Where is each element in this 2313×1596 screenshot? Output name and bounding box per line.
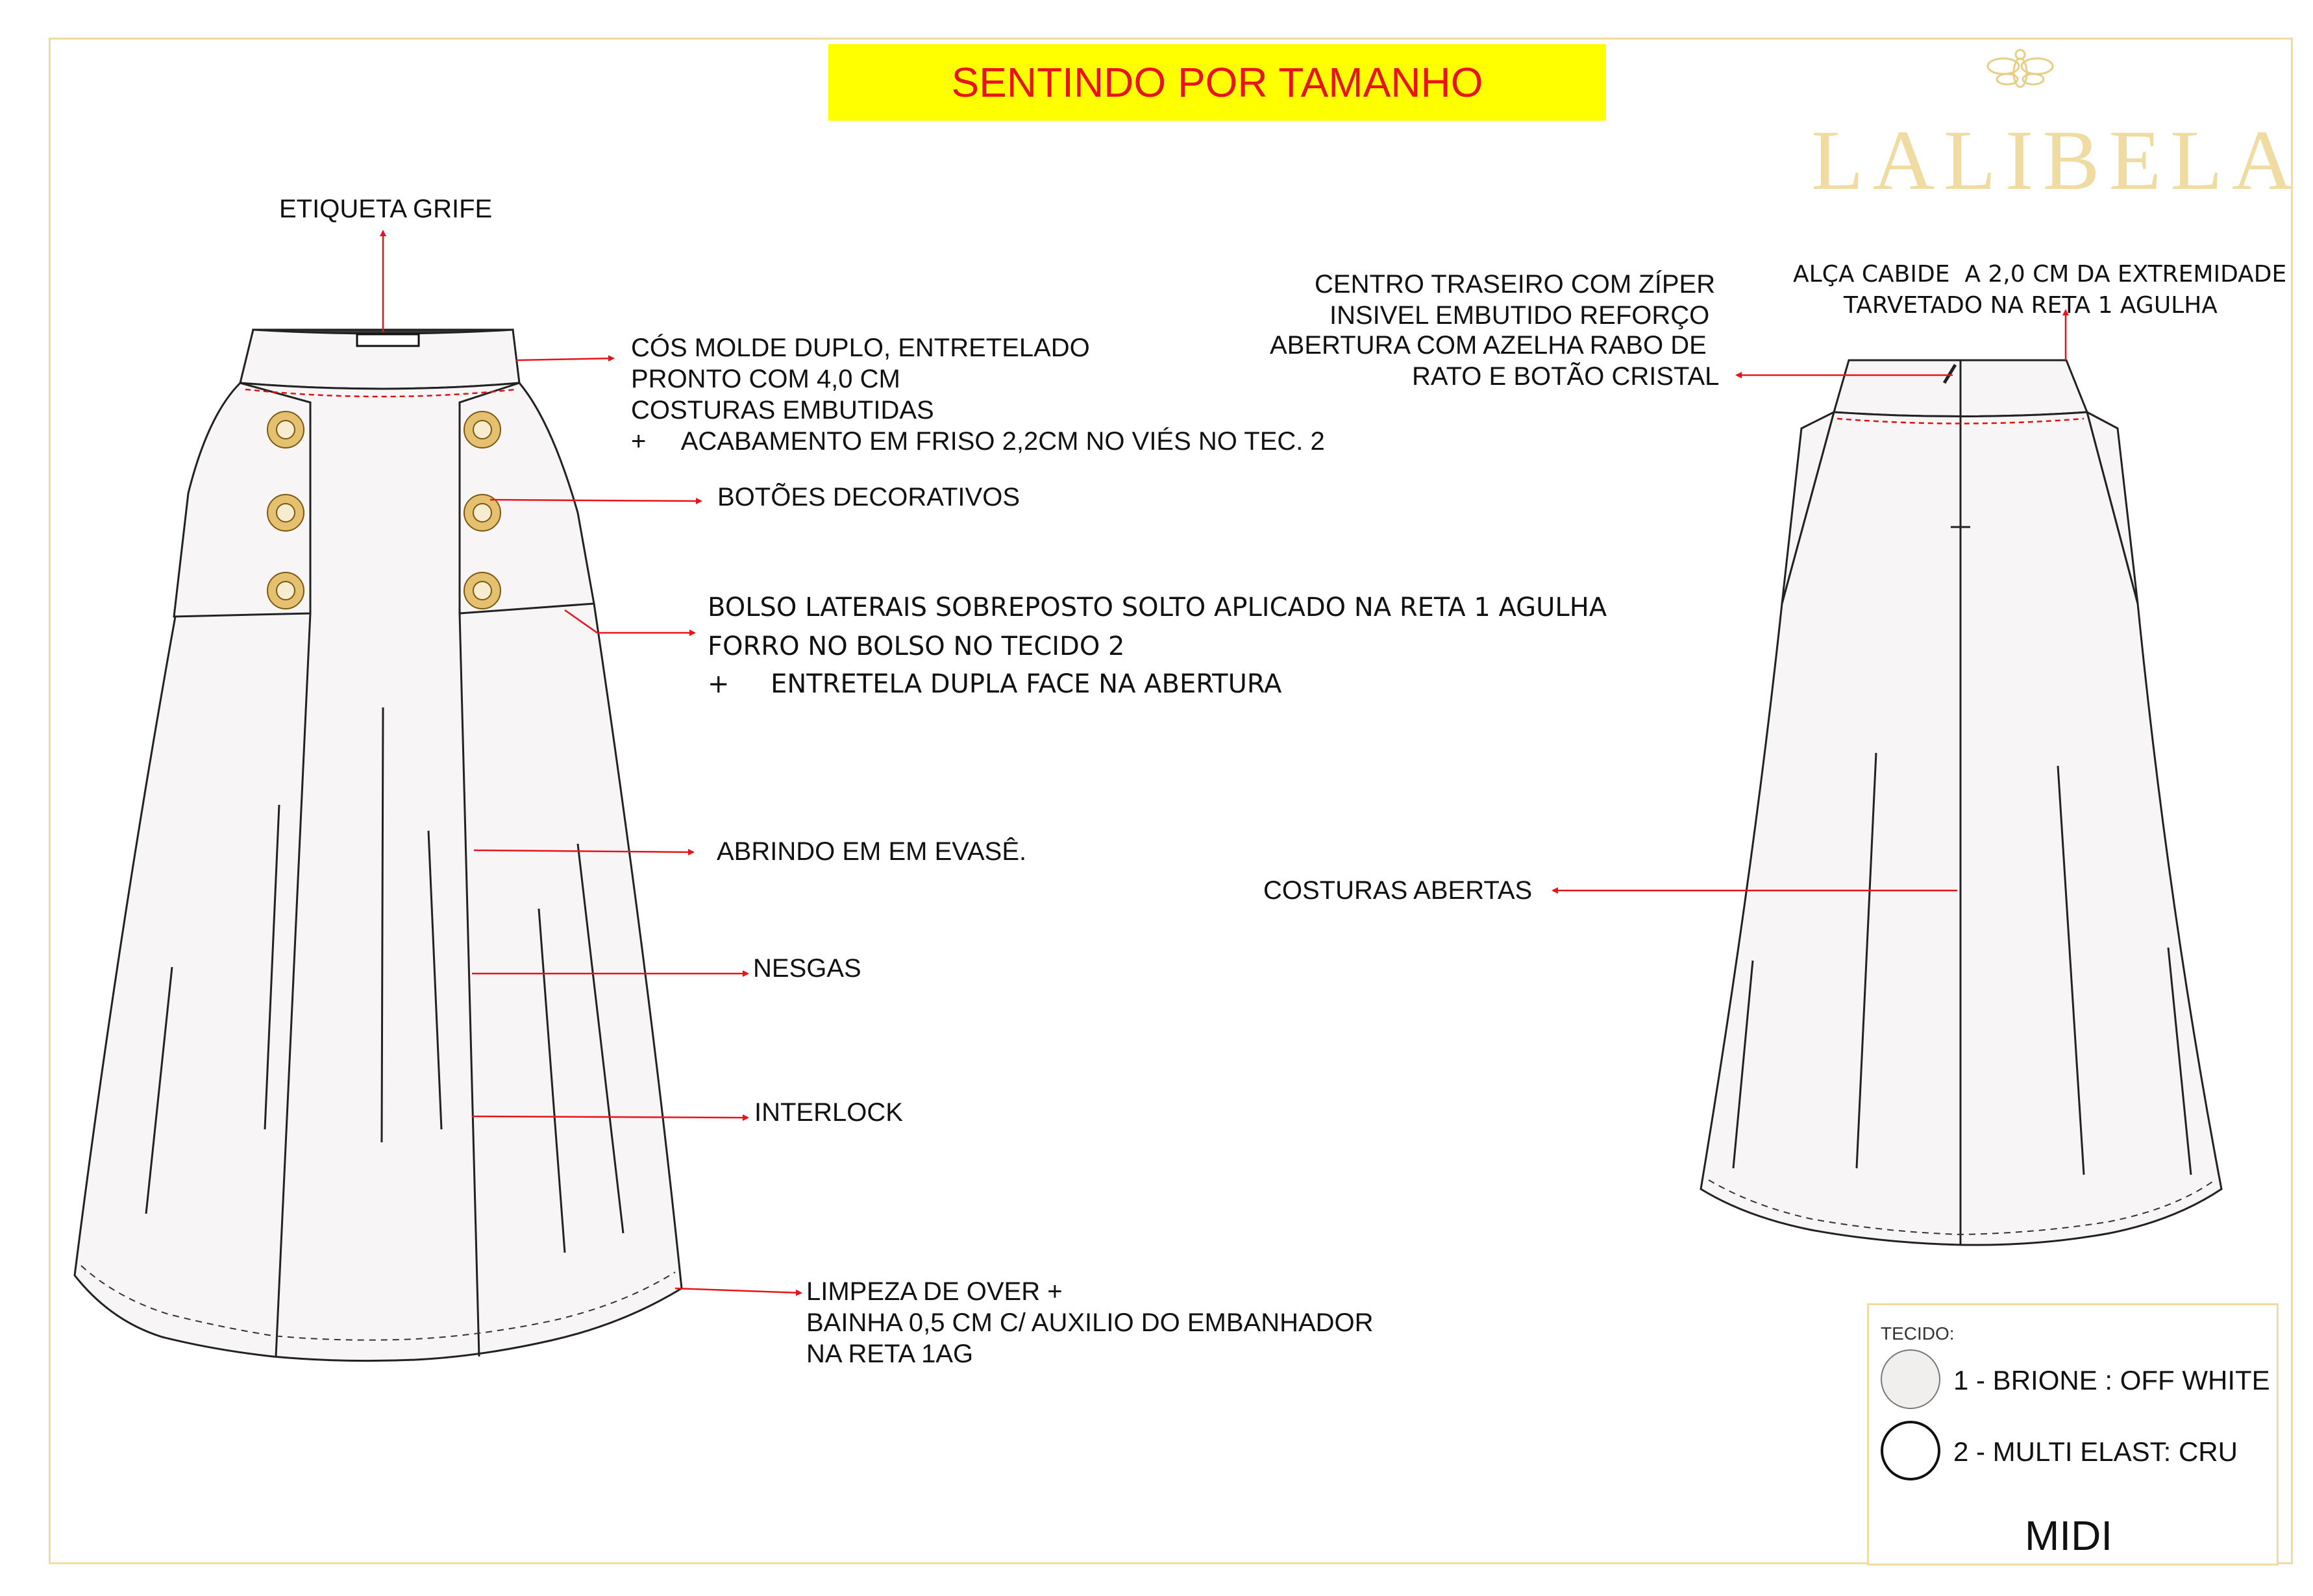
label-cos-3: COSTURAS EMBUTIDAS: [631, 396, 934, 424]
brand-tag-icon: [357, 334, 419, 346]
size-label: MIDI: [2025, 1512, 2113, 1559]
fabric-label-2: 2 - MULTI ELAST: CRU: [1953, 1436, 2238, 1467]
label-nesgas: NESGAS: [753, 954, 861, 983]
brand-logo: LALIBELA: [1811, 112, 2303, 208]
fabric-swatch-1: [1881, 1349, 1940, 1409]
fabric-label-1: 1 - BRIONE : OFF WHITE: [1953, 1365, 2270, 1395]
label-limpeza-1: LIMPEZA DE OVER +: [806, 1277, 1063, 1306]
label-alca-1: ALÇA CABIDE A 2,0 CM DA EXTREMIDADE: [1793, 261, 2287, 288]
label-centro-1: CENTRO TRASEIRO COM ZÍPER: [1315, 270, 1716, 299]
label-alca-2: TARVETADO NA RETA 1 AGULHA: [1844, 292, 2218, 319]
fabric-swatch-2: [1881, 1421, 1940, 1480]
fabric-legend: [1867, 1303, 2279, 1565]
label-bolso-3: + ENTRETELA DUPLA FACE NA ABERTURA: [708, 669, 1282, 699]
label-cos-2: PRONTO COM 4,0 CM: [631, 365, 900, 393]
label-cos-4: + ACABAMENTO EM FRISO 2,2CM NO VIÉS NO TEC. 2: [631, 427, 1325, 456]
label-bolso-1: BOLSO LATERAIS SOBREPOSTO SOLTO APLICADO NA RETA 1 AGULHA: [708, 593, 1607, 622]
label-cos-1: CÓS MOLDE DUPLO, ENTRETELADO: [631, 334, 1090, 362]
label-costuras-abertas: COSTURAS ABERTAS: [1263, 876, 1533, 905]
label-centro-2: INSIVEL EMBUTIDO REFORÇO: [1330, 301, 1710, 330]
label-limpeza-3: NA RETA 1AG: [806, 1340, 974, 1368]
label-evase: ABRINDO EM EM EVASÊ.: [717, 837, 1027, 866]
label-limpeza-2: BAINHA 0,5 CM C/ AUXILIO DO EMBANHADOR: [806, 1308, 1374, 1337]
label-bolso-2: FORRO NO BOLSO NO TECIDO 2: [708, 632, 1125, 661]
label-interlock: INTERLOCK: [754, 1098, 903, 1127]
label-centro-3: ABERTURA COM AZELHA RABO DE: [1270, 331, 1707, 360]
banner-title: SENTINDO POR TAMANHO: [951, 59, 1483, 106]
label-centro-4: RATO E BOTÃO CRISTAL: [1412, 362, 1720, 391]
label-botoes: BOTÕES DECORATIVOS: [717, 483, 1020, 511]
label-etiqueta-grife: ETIQUETA GRIFE: [279, 195, 493, 223]
front-skirt: [75, 330, 682, 1361]
fabric-title: TECIDO:: [1881, 1323, 1955, 1344]
